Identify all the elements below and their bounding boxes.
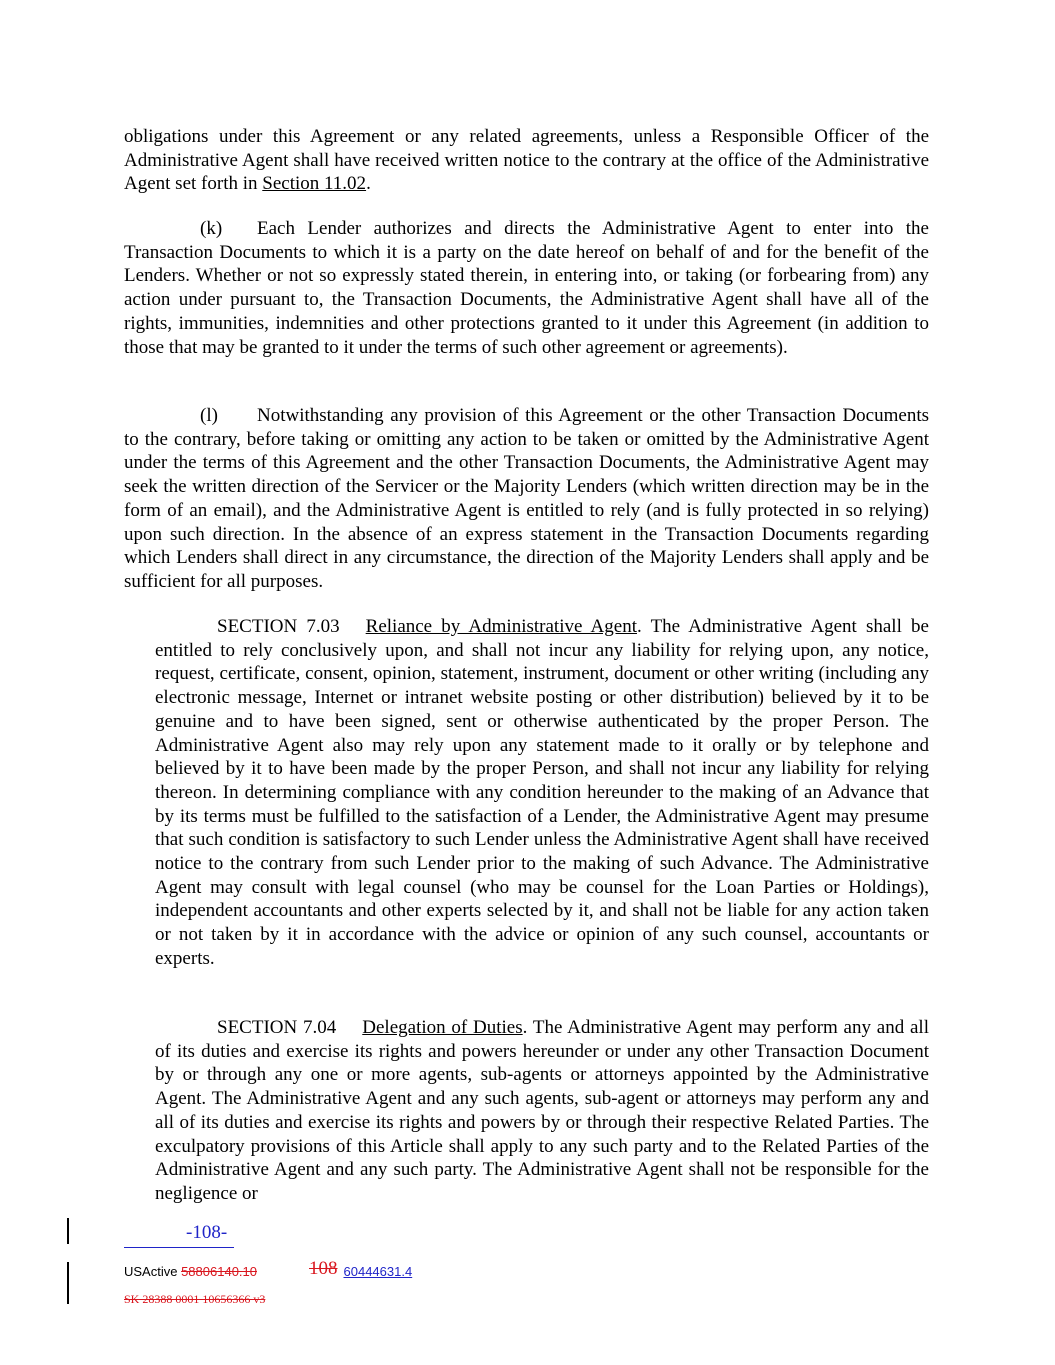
deleted-page-number: 108 (309, 1258, 338, 1279)
section-7-03-text: . The Administrative Agent shall be entitled to rely conclusively upon, and shall not incur any liability for relying upon, any notice, request, certificate, consent, opinion, statement, instrument, document or other writing (including any electronic message, Internet or intranet website posting or other distribution) believed by it to be genuine and to have been signed, sent or otherwise authenticated by the proper Person. The Administrative Agent also may rely upon any statement made to it orally or by telephone and believed by it to have been made by the proper Person, and shall not incur any liability for relying thereon. In determining compliance with any condition hereunder to the making of an Advance that by its terms must be fulfilled to the satisfaction of a Lender, the Administrative Agent may presume that such condition is satisfactory to such Lender unless the Administrative Agent shall have received notice to the contrary from such Lender prior to the making of such Advance. The Administrative Agent may consult with legal counsel (who may be counsel for the Loan Parties or Holdings), independent accountants and other experts selected by it, and shall not be liable for any action taken or not taken by it in accordance with the advice or opinion of any such counsel, accountants or experts. (155, 616, 929, 969)
footer-document-id (124, 1258, 413, 1280)
section-7-04-heading: Delegation of Duties (362, 1017, 523, 1038)
paragraph-k-label: (k) (200, 218, 223, 239)
footer-deleted-sk-line: SK 28388 0001 10656366 v3 (124, 1292, 266, 1306)
paragraph-l-text: Notwithstanding any provision of this Agreement or the other Transaction Documents to the contrary, before taking or omitting any action to be taken or omitted by the Administrative Agent under the terms of this Agreement and the other Transaction Documents, the Administrative Agent may seek the written direction of the Servicer or the Majority Lenders (which written direction may be in the form of an email), and the Administrative Agent is entitled to rely (and is fully protected in so relying) upon such direction. In the absence of an express statement in the Transaction Documents regarding which Lenders shall direct in any circumstance, the direction of the Majority Lenders shall apply and be sufficient for all purposes. (124, 405, 929, 592)
section-7-04-number: SECTION 7.04 (217, 1017, 337, 1038)
continuation-text: obligations under this Agreement or any related agreements, unless a Responsible Officer of the Administrative Agent shall have received written notice to the contrary at the office of the Administrative Agent set forth in (124, 126, 929, 195)
inserted-doc-id: 60444631.4 (343, 1264, 413, 1279)
paragraph-l-label: (l) (200, 405, 218, 426)
deleted-doc-id: 58806140.10 (181, 1264, 257, 1279)
section-7-04-text: . The Administrative Agent may perform any and all of its duties and exercise its rights and powers hereunder or under any other Transaction Document by or through any one or more agents, sub-agents or attorneys appointed by the Administrative Agent. The Administrative Agent and any such agents, sub-agent or attorneys may perform any and all of its duties and exercise its rights and powers by or through their respective Related Parties. The exculpatory provisions of this Article shall apply to any such party and to the Related Parties of the Administrative Agent and any such party. The Administrative Agent shall not be responsible for the negligence or (155, 1017, 929, 1204)
section-7-03-number: SECTION 7.03 (217, 616, 340, 637)
paragraph-k-text: Each Lender authorizes and directs the Administrative Agent to enter into the Transaction Documents to which it is a party on the date hereof on behalf of and for the benefit of the Lenders. Whether or not so expressly stated therein, in entering into, or taking (or forbearing from) any action under pursuant to, the Transaction Documents, the Administrative Agent shall have all of the rights, immunities, indemnities and other protections granted to it under this Agreement (in addition to those that may be granted to it under the terms of such other agreement or agreements). (124, 218, 929, 358)
paragraph-k (124, 217, 929, 359)
paragraph-l (124, 404, 929, 594)
change-bar-page-number (67, 1218, 69, 1244)
section-7-03 (155, 615, 929, 971)
change-bar-footer-id (67, 1262, 69, 1304)
doc-id-prefix: USActive (124, 1264, 182, 1279)
footer-page-number (124, 1221, 234, 1248)
section-7-03-heading: Reliance by Administrative Agent (365, 616, 637, 637)
page-number-text: -108- (186, 1222, 228, 1243)
continuation-paragraph (124, 125, 929, 196)
section-reference-link: Section 11.02 (262, 173, 367, 195)
continuation-period: . (366, 173, 371, 195)
section-7-04 (155, 1016, 929, 1206)
